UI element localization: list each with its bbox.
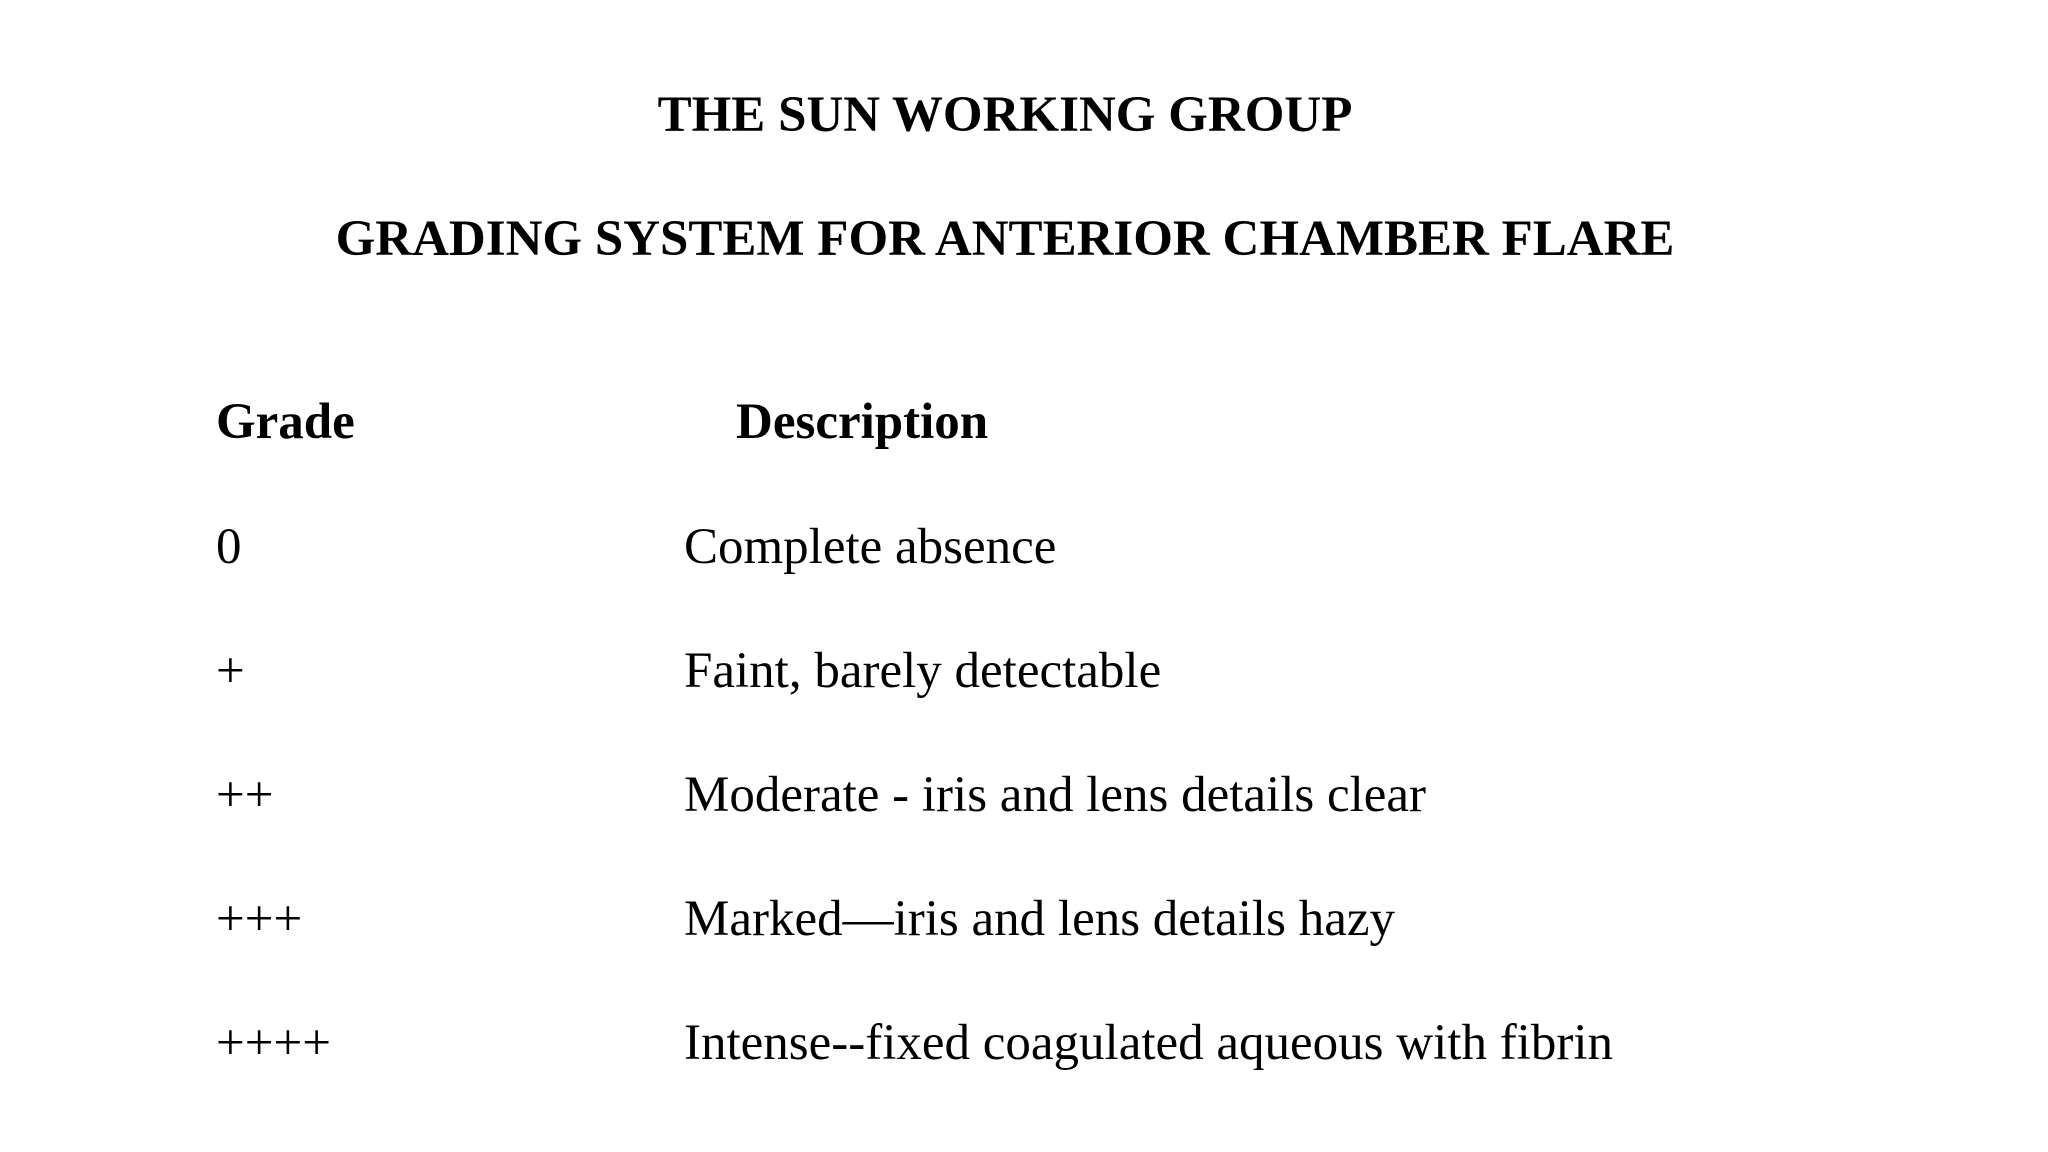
- grade-cell: +: [216, 643, 245, 699]
- grade-cell: ++: [216, 767, 274, 823]
- description-cell: Complete absence: [684, 519, 1057, 575]
- column-header-grade: Grade: [216, 394, 355, 450]
- description-cell: Intense--fixed coagulated aqueous with fibrin: [684, 1015, 1614, 1071]
- grade-cell: 0: [216, 519, 242, 575]
- table-row: [0, 767, 2048, 894]
- grade-cell: +++: [216, 891, 303, 947]
- grading-table: [0, 519, 2048, 1142]
- document-subtitle: GRADING SYSTEM FOR ANTERIOR CHAMBER FLARE: [335, 211, 1675, 267]
- description-cell: Moderate - iris and lens details clear: [684, 767, 1427, 823]
- description-cell: Marked—iris and lens details hazy: [684, 891, 1395, 947]
- table-row: [0, 1015, 2048, 1142]
- grade-cell: ++++: [216, 1015, 332, 1071]
- table-row: [0, 643, 2048, 770]
- table-row: [0, 519, 2048, 646]
- table-row: [0, 891, 2048, 1018]
- document-title: THE SUN WORKING GROUP: [657, 87, 1353, 143]
- description-cell: Faint, barely detectable: [684, 643, 1162, 699]
- column-header-description: Description: [736, 394, 989, 450]
